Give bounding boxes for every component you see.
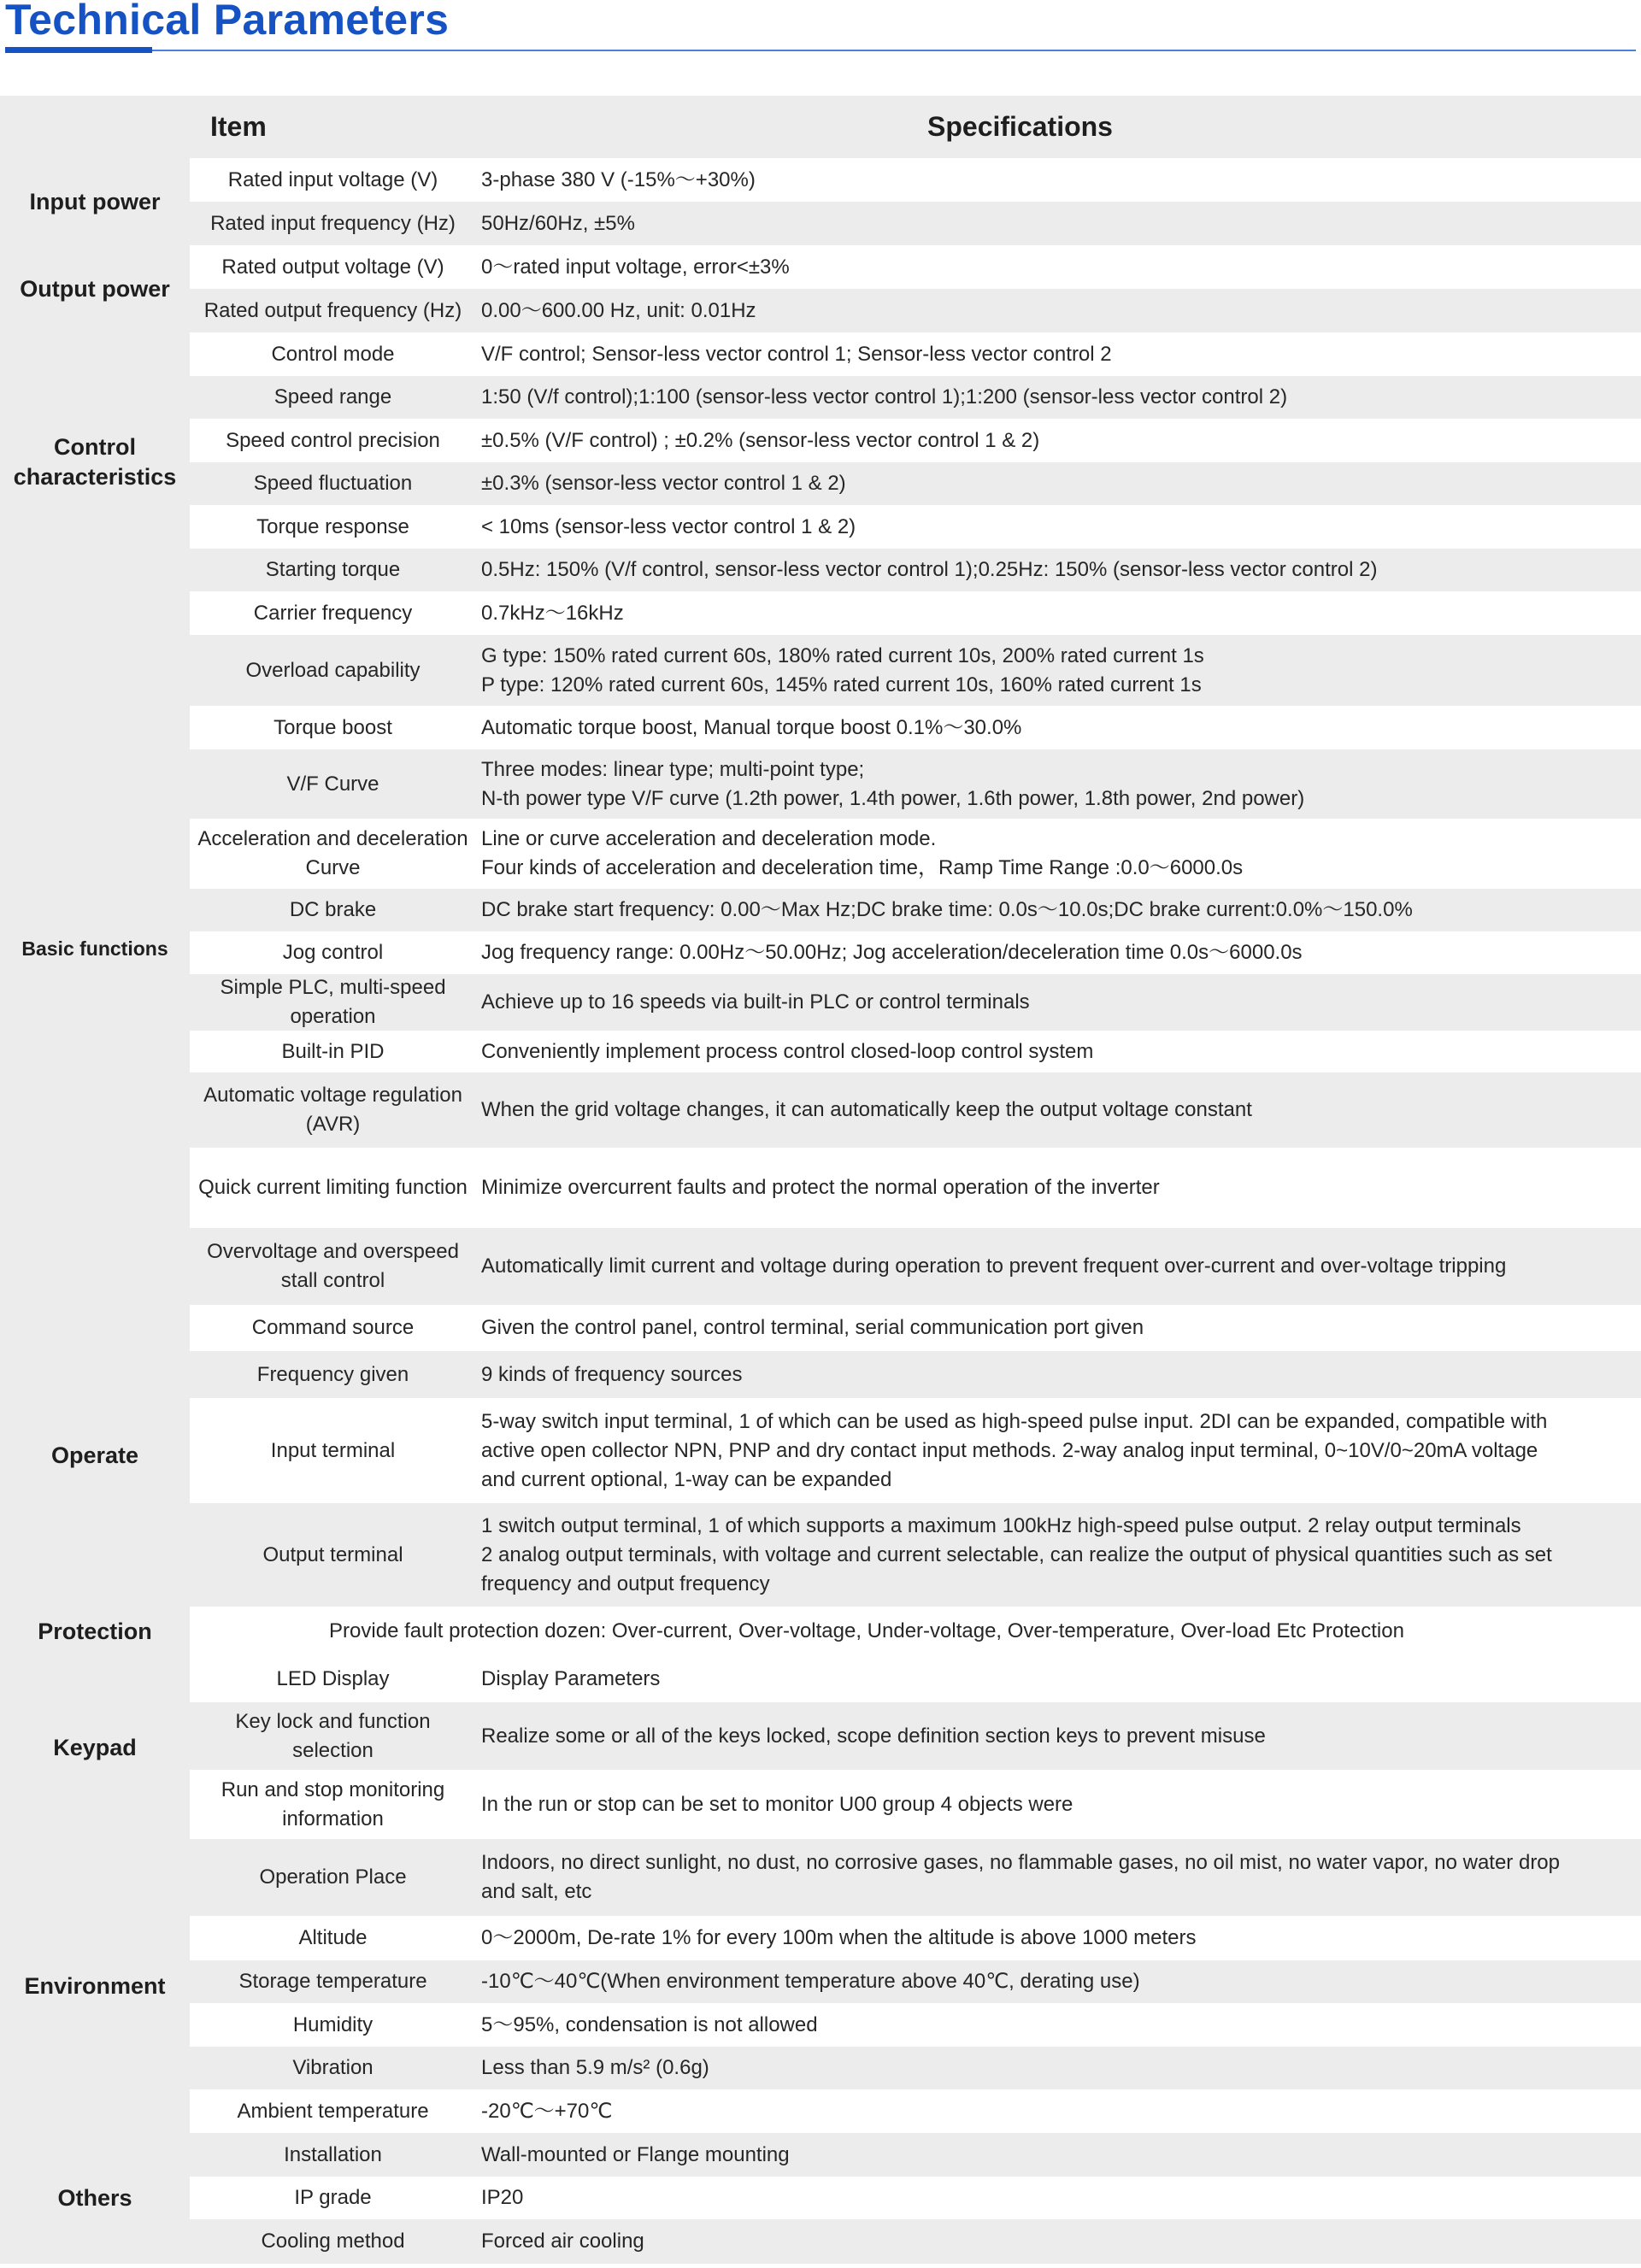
item-cell: Simple PLC, multi-speed operation: [190, 974, 476, 1031]
spec-line: Line or curve acceleration and deceleration mode.: [481, 827, 937, 850]
spec-cell: [476, 505, 1641, 549]
table-row: [190, 1607, 1641, 1656]
table-row: [190, 974, 1641, 1031]
spec-cell: [476, 245, 1641, 289]
table-row: [190, 2047, 1641, 2089]
table-row: [190, 706, 1641, 749]
title-block: [5, 0, 1636, 53]
table-row: [190, 158, 1641, 202]
spec-cell: [476, 1031, 1641, 1072]
spec-line: Four kinds of acceleration and deceleration time，Ramp Time Range :0.0～6000.0s: [481, 856, 1244, 879]
group-basic-functions: [0, 591, 1641, 1305]
spec-cell: [476, 974, 1641, 1031]
group-rows: [190, 332, 1641, 591]
item-cell: Vibration: [190, 2047, 476, 2089]
item-cell: IP grade: [294, 2186, 372, 2209]
spec-line: -20℃～+70℃: [481, 2099, 613, 2123]
spec-cell: [476, 706, 1641, 749]
spec-cell: [476, 749, 1641, 819]
spec-cell: [476, 2177, 1641, 2219]
spec-cell: [476, 1503, 1641, 1607]
spec-cell: [476, 549, 1641, 591]
item-cell: Overvoltage and overspeed stall control: [190, 1228, 476, 1305]
spec-line: 1:50 (V/f control);1:100 (sensor-less vector control 1);1:200 (sensor-less vector control 2): [481, 385, 1288, 408]
table-row: [190, 202, 1641, 245]
spec-line: G type: 150% rated current 60s, 180% rated current 10s, 200% rated current 1s: [481, 643, 1204, 667]
table-row: [190, 2003, 1641, 2047]
spec-line: 0.5Hz: 150% (V/f control, sensor-less vector control 1);0.25Hz: 150% (sensor-less vector control 2): [481, 558, 1378, 581]
spec-line: 1 switch output terminal, 1 of which supports a maximum 100kHz high-speed pulse output. 2 relay output terminals: [481, 1513, 1521, 1537]
spec-line: In the run or stop can be set to monitor U00 group 4 objects were: [481, 1792, 1073, 1816]
category-label: Protection: [0, 1607, 190, 1656]
item-cell: Rated output frequency (Hz): [190, 289, 476, 332]
table-row: [190, 1770, 1641, 1839]
group-rows: [190, 1656, 1641, 1839]
spec-line: Conveniently implement process control closed-loop control system: [481, 1039, 1094, 1063]
spec-line: IP20: [481, 2186, 524, 2209]
spec-line: N-th power type V/F curve (1.2th power, 1.4th power, 1.6th power, 1.8th power, 2nd power): [481, 786, 1305, 810]
spec-cell: [476, 1148, 1641, 1228]
header-category-cell: [0, 96, 190, 158]
spec-cell: [476, 158, 1641, 202]
table-row: [190, 1305, 1641, 1351]
spec-line: Less than 5.9 m/s² (0.6g): [481, 2056, 709, 2079]
item-cell: Automatic voltage regulation (AVR): [190, 1072, 476, 1148]
spec-line: When the grid voltage changes, it can automatically keep the output voltage constant: [481, 1098, 1252, 1121]
spec-line: 9 kinds of frequency sources: [481, 1362, 743, 1386]
table-row: [190, 819, 1641, 889]
spec-cell: [190, 1607, 1641, 1656]
spec-cell: [476, 1960, 1641, 2003]
table-row: [190, 1398, 1641, 1503]
table-row: [190, 931, 1641, 974]
item-cell: Installation: [190, 2133, 476, 2177]
spec-cell: [476, 1398, 1641, 1503]
item-cell: Key lock and function selection: [190, 1702, 476, 1770]
table-header: [0, 96, 1641, 158]
item-cell: Run and stop monitoring information: [221, 1777, 445, 1830]
spec-line: Provide fault protection dozen: Over-current, Over-voltage, Under-voltage, Over-temperature, Over-load Etc Protection: [329, 1619, 1404, 1642]
item-cell: Storage temperature: [190, 1960, 476, 2003]
spec-cell: [476, 1351, 1641, 1398]
spec-line: 5-way switch input terminal, 1 of which can be used as high-speed pulse input. 2DI can be expanded, compatible with: [481, 1409, 1548, 1433]
spec-cell: [476, 591, 1641, 635]
table-row: [190, 1916, 1641, 1960]
category-label: Keypad: [0, 1656, 190, 1839]
spec-line: 50Hz/60Hz, ±5%: [481, 211, 635, 235]
table-row: [190, 1503, 1641, 1607]
item-cell: DC brake: [190, 889, 476, 931]
group-rows: [190, 591, 1641, 1305]
spec-line: 2 analog output terminals, with voltage and current selectable, can realize the output of physical quantities such as set: [481, 1542, 1552, 1566]
table-row: [190, 1072, 1641, 1148]
spec-cell: [476, 2047, 1641, 2089]
table-row: [190, 462, 1641, 505]
item-cell: Ambient temperature: [237, 2099, 429, 2123]
spec-line: Automatically limit current and voltage during operation to prevent frequent over-current and over-voltage tripping: [481, 1254, 1507, 1278]
category-label: Input power: [0, 158, 190, 245]
spec-line: 5～95%, condensation is not allowed: [481, 2012, 818, 2036]
item-cell: Jog control: [282, 941, 384, 964]
spec-cell: [476, 202, 1641, 245]
spec-line: and salt, etc: [481, 1880, 592, 1903]
group-others: [0, 2133, 1641, 2264]
spec-line: Given the control panel, control terminal, serial communication port given: [481, 1316, 1144, 1339]
item-cell: Control mode: [271, 342, 395, 366]
group-keypad: [0, 1656, 1641, 1839]
page-title: Technical Parameters: [5, 0, 450, 44]
group-input-power: [0, 158, 1641, 245]
item-cell: Starting torque: [190, 549, 476, 591]
item-cell: Quick current limiting function: [198, 1176, 468, 1199]
table-row: [190, 419, 1641, 462]
table-row: [190, 505, 1641, 549]
spec-line: DC brake start frequency: 0.00～Max Hz;DC brake time: 0.0s～10.0s;DC brake current:0.0%～150.0%: [481, 898, 1413, 921]
group-protection: [0, 1607, 1641, 1656]
item-cell: Speed fluctuation: [190, 462, 476, 505]
spec-line: Jog frequency range: 0.00Hz～50.00Hz; Jog acceleration/deceleration time 0.0s～6000.0s: [481, 941, 1303, 964]
table-row: [190, 289, 1641, 332]
spec-line: Display Parameters: [481, 1667, 661, 1690]
table-row: [190, 1148, 1641, 1228]
item-cell: Rated output voltage (V): [221, 255, 444, 279]
table-row: [190, 332, 1641, 376]
spec-line: and current optional, 1-way can be expanded: [481, 1467, 892, 1491]
spec-line: 3-phase 380 V (-15%～+30%): [481, 167, 756, 191]
group-rows: [190, 245, 1641, 332]
table-row: [190, 245, 1641, 289]
table-row: [190, 1228, 1641, 1305]
table-row: [190, 635, 1641, 706]
item-cell: Operation Place: [190, 1839, 476, 1916]
spec-line: Forced air cooling: [481, 2230, 644, 2253]
spec-cell: [476, 1228, 1641, 1305]
item-cell: Input terminal: [270, 1438, 396, 1462]
spec-line: -10℃～40℃(When environment temperature above 40℃, derating use): [481, 1970, 1140, 1993]
spec-line: Three modes: linear type; multi-point type;: [481, 757, 865, 781]
item-cell: Humidity: [292, 2012, 373, 2036]
table-row: [190, 1351, 1641, 1398]
spec-cell: [476, 1702, 1641, 1770]
header-specifications: Specifications: [927, 111, 1113, 142]
table-row: [190, 1656, 1641, 1702]
table-row: [190, 1031, 1641, 1072]
table-row: [190, 1702, 1641, 1770]
title-divider: [5, 50, 1636, 51]
category-label: Environment: [0, 1839, 190, 2133]
category-label: Others: [0, 2133, 190, 2264]
spec-line: frequency and output frequency: [481, 1572, 770, 1595]
title-accent-bar: [5, 47, 152, 53]
table-row: [190, 2177, 1641, 2219]
group-control-characteristics: [0, 332, 1641, 591]
table-row: [190, 549, 1641, 591]
spec-cell: [476, 2133, 1641, 2177]
group-output-power: [0, 245, 1641, 332]
spec-cell: [476, 931, 1641, 974]
spec-cell: [476, 635, 1641, 706]
table-row: [190, 2133, 1641, 2177]
group-rows: [190, 158, 1641, 245]
item-cell: Torque boost: [274, 715, 392, 739]
spec-cell: [476, 1916, 1641, 1960]
spec-line: 0.00～600.00 Hz, unit: 0.01Hz: [481, 298, 756, 322]
header-item: Item: [210, 111, 267, 142]
category-label: Output power: [0, 245, 190, 332]
table-row: [190, 1839, 1641, 1916]
table-row: [190, 889, 1641, 931]
spec-line: Automatic torque boost, Manual torque boost 0.1%～30.0%: [481, 715, 1022, 739]
item-cell: Altitude: [298, 1926, 368, 1949]
spec-cell: [476, 1770, 1641, 1839]
item-cell: Cooling method: [190, 2219, 476, 2264]
group-rows: [190, 1839, 1641, 2133]
table-row: [190, 591, 1641, 635]
item-cell: Overload capability: [190, 635, 476, 706]
spec-line: P type: 120% rated current 60s, 145% rated current 10s, 160% rated current 1s: [481, 673, 1202, 696]
item-cell: Rated input voltage (V): [227, 167, 438, 191]
group-rows: [190, 2133, 1641, 2264]
item-cell: Torque response: [256, 514, 409, 538]
spec-line: Realize some or all of the keys locked, scope definition section keys to prevent misuse: [481, 1724, 1266, 1748]
spec-line: Wall-mounted or Flange mounting: [481, 2142, 790, 2166]
item-cell: V/F Curve: [190, 749, 476, 819]
spec-cell: [476, 376, 1641, 419]
table-row: [190, 1960, 1641, 2003]
spec-cell: [476, 889, 1641, 931]
table-row: [190, 2219, 1641, 2264]
item-cell: Acceleration and deceleration Curve: [197, 827, 468, 879]
spec-cell: [476, 332, 1641, 376]
spec-cell: [476, 1072, 1641, 1148]
item-cell: Output terminal: [190, 1503, 476, 1607]
item-cell: LED Display: [276, 1667, 390, 1690]
spec-cell: [476, 2089, 1641, 2133]
spec-cell: [476, 2219, 1641, 2264]
spec-cell: [476, 419, 1641, 462]
spec-cell: [476, 1839, 1641, 1916]
spec-line: Indoors, no direct sunlight, no dust, no corrosive gases, no flammable gases, no oil mist, no water vapor, no water drop: [481, 1851, 1561, 1874]
spec-cell: [476, 819, 1641, 889]
item-cell: Carrier frequency: [253, 601, 413, 625]
category-label: Control characteristics: [0, 332, 190, 591]
spec-line: Minimize overcurrent faults and protect the normal operation of the inverter: [481, 1176, 1160, 1199]
item-cell: Built-in PID: [281, 1039, 385, 1063]
spec-cell: [476, 1305, 1641, 1351]
item-cell: Frequency given: [190, 1351, 476, 1398]
group-rows: [190, 1305, 1641, 1607]
item-cell: Command source: [251, 1316, 415, 1339]
spec-line: < 10ms (sensor-less vector control 1 & 2): [481, 514, 856, 538]
spec-line: ±0.3% (sensor-less vector control 1 & 2): [481, 472, 846, 495]
item-cell: Rated input frequency (Hz): [190, 202, 476, 245]
item-cell: Speed control precision: [226, 428, 440, 452]
spec-line: 0～rated input voltage, error<±3%: [481, 255, 790, 279]
item-cell: Speed range: [190, 376, 476, 419]
table-row: [190, 376, 1641, 419]
spec-table: [0, 96, 1641, 2264]
spec-line: active open collector NPN, PNP and dry contact input methods. 2-way analog input terminal, 0~10V/0~20mA voltage: [481, 1438, 1538, 1462]
table-row: [190, 749, 1641, 819]
group-rows: [190, 1607, 1641, 1656]
spec-cell: [476, 1656, 1641, 1702]
spec-line: ±0.5% (V/F control) ; ±0.2% (sensor-less vector control 1 & 2): [481, 428, 1040, 452]
category-label: Operate: [0, 1305, 190, 1607]
group-operate: [0, 1305, 1641, 1607]
category-label: Basic functions: [0, 591, 190, 1305]
spec-cell: [476, 2003, 1641, 2047]
spec-cell: [476, 462, 1641, 505]
group-environment: [0, 1839, 1641, 2133]
spec-cell: [476, 289, 1641, 332]
spec-line: 0～2000m, De-rate 1% for every 100m when the altitude is above 1000 meters: [481, 1926, 1197, 1949]
spec-line: Achieve up to 16 speeds via built-in PLC or control terminals: [481, 990, 1030, 1014]
spec-line: 0.7kHz～16kHz: [481, 601, 624, 625]
spec-line: V/F control; Sensor-less vector control 1; Sensor-less vector control 2: [481, 342, 1112, 366]
table-row: [190, 2089, 1641, 2133]
